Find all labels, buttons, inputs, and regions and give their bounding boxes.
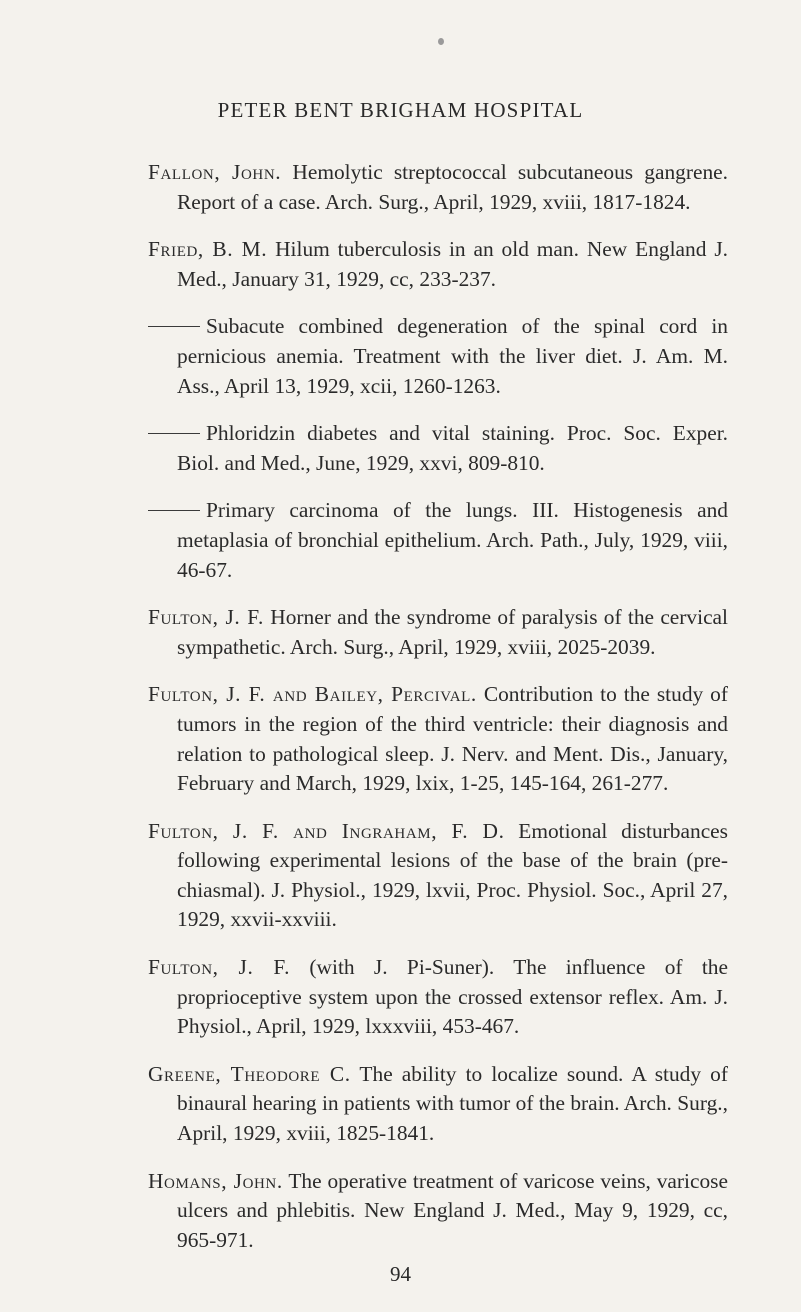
entry-author: Fulton, J. F. xyxy=(148,605,264,630)
entry-author: Fulton, J. F. and Ingraham, F. D. xyxy=(148,818,505,843)
speck-mark xyxy=(438,38,444,45)
entry-author: Fried, B. M. xyxy=(148,237,268,262)
bibliography-entry xyxy=(148,817,728,935)
bibliography-list xyxy=(148,158,728,1273)
bibliography-entry xyxy=(148,1060,728,1149)
bibliography-entry xyxy=(148,1167,728,1256)
entry-text: Horner and the syndrome of paralysis of the cervical sympathetic. Arch. Surg., April, 1929, xviii, 2025-2039. xyxy=(177,605,728,659)
entry-text: Hilum tuberculosis in an old man. New England J. Med., January 31, 1929, cc, 233-237. xyxy=(177,237,728,291)
entry-text: Emotional disturbances following experimental lesions of the base of the brain (pre-chiasmal). J. Physiol., 1929, lxvii, Proc. Physiol. Soc., April 27, 1929, xxvii-xxviii. xyxy=(177,818,729,932)
entry-author: Homans, John. xyxy=(148,1168,283,1193)
running-header: PETER BENT BRIGHAM HOSPITAL xyxy=(217,98,584,122)
bibliography-entry xyxy=(148,235,728,294)
entry-text: The ability to localize sound. A study of binaural hearing in patients with tumor of the brain. Arch. Surg., April, 1929, xviii, 1825-1841. xyxy=(177,1061,728,1146)
entry-text: Subacute combined degeneration of the spinal cord in pernicious anemia. Treatment with the liver diet. J. Am. M. Ass., April 13, 1929, xcii, 1260-1263. xyxy=(177,314,728,398)
entry-author: Greene, Theodore C. xyxy=(148,1061,351,1086)
entry-text: Phloridzin diabetes and vital staining. Proc. Soc. Exper. Biol. and Med., June, 1929, xxvi, 809-810. xyxy=(177,421,728,475)
entry-author: Fallon, John. xyxy=(148,160,282,184)
bibliography-entry xyxy=(148,953,728,1042)
entry-text: The operative treatment of varicose veins, varicose ulcers and phlebitis. New England J. Med., May 9, 1929, cc, 965-971. xyxy=(177,1168,729,1252)
entry-text: Primary carcinoma of the lungs. III. Histogenesis and metaplasia of bronchial epithelium. Arch. Path., July, 1929, viii, 46-67. xyxy=(177,498,728,582)
page-number: 94 xyxy=(390,1262,411,1286)
bibliography-entry xyxy=(148,312,728,401)
entry-author: Fulton, J. F. and Bailey, Percival. xyxy=(148,682,477,707)
bibliography-entry xyxy=(148,496,728,585)
ditto-dash xyxy=(148,510,200,511)
ditto-dash xyxy=(148,433,200,434)
bibliography-entry xyxy=(148,158,728,217)
entry-text: (with J. Pi-Suner). The influence of the proprioceptive system upon the crossed extensor reflex. Am. J. Physiol., April, 1929, lxxxviii, 453-467. xyxy=(177,955,728,1039)
entry-text: Hemolytic streptococcal subcutaneous gangrene. Report of a case. Arch. Surg., April, 1929, xviii, 1817-1824. xyxy=(177,160,729,214)
entry-text: Contribution to the study of tumors in the region of the third ventricle: their diagnosis and relation to pathological sleep. J. Nerv. and Ment. Dis., January, February and March, 1929, lxix, 1-25, 145-164, 261-277. xyxy=(177,682,728,796)
bibliography-entry xyxy=(148,603,728,662)
bibliography-entry xyxy=(148,680,728,798)
bibliography-entry xyxy=(148,419,728,478)
entry-author: Fulton, J. F. xyxy=(148,955,291,980)
ditto-dash xyxy=(148,326,200,327)
